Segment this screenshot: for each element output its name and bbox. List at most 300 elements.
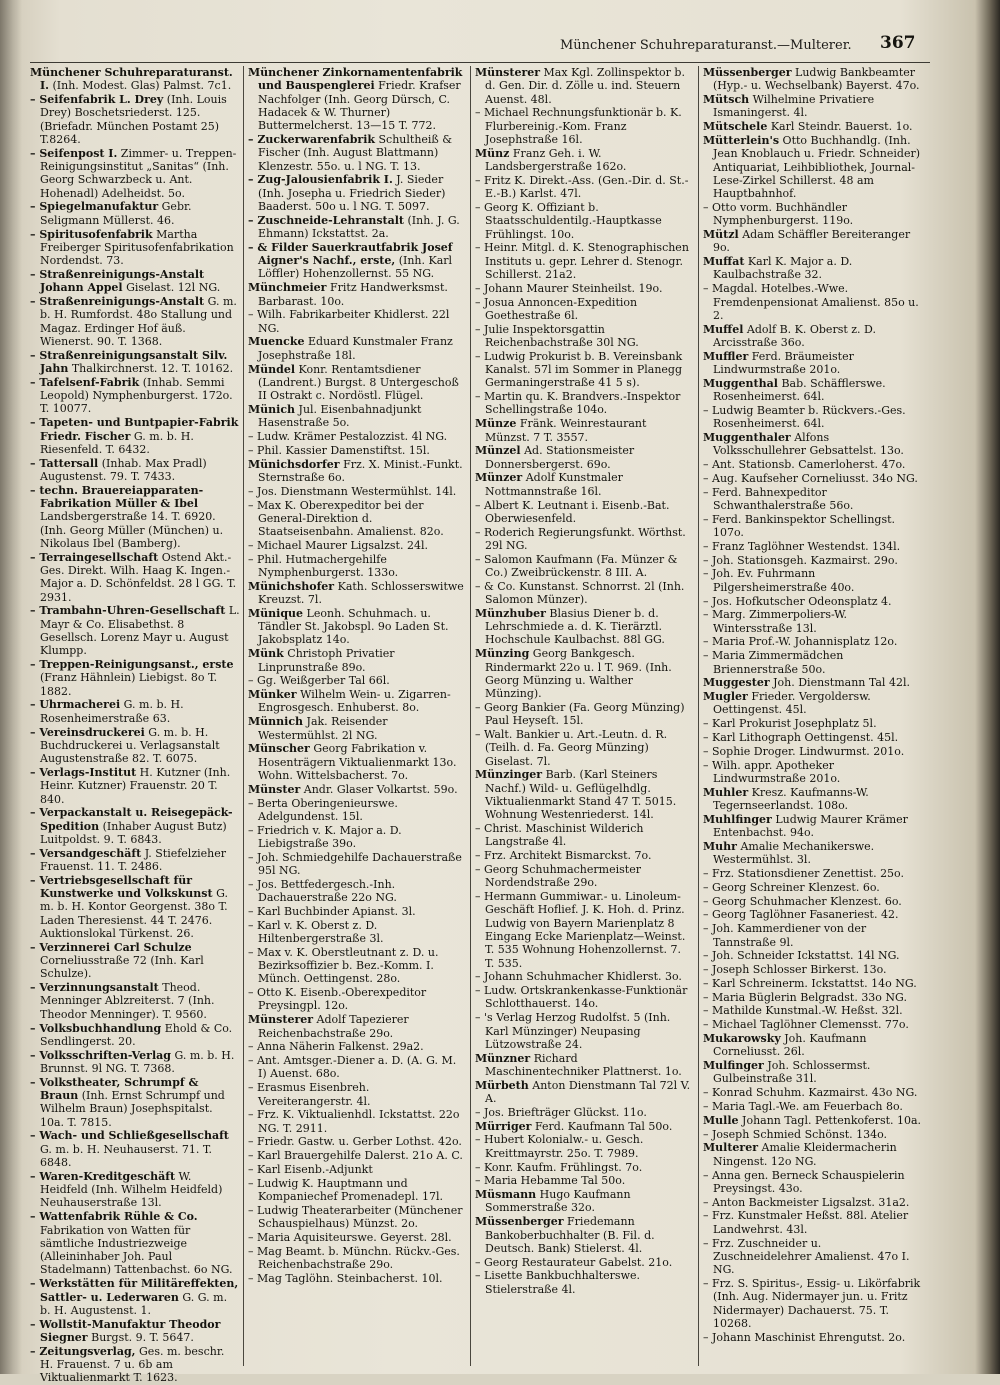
directory-entry bbox=[475, 984, 693, 1011]
directory-entry bbox=[475, 728, 693, 768]
entry-details: – Roderich Regierungsfunkt. Wörthst. 29l NG. bbox=[475, 525, 686, 552]
entry-details: Joh. Dienstmann Tal 42l. bbox=[773, 676, 910, 690]
entry-details: – Georg Bankier (Fa. Georg Münzing) Paul Heyseſt. 15l. bbox=[475, 700, 685, 728]
directory-entry bbox=[30, 457, 240, 484]
column-divider bbox=[470, 66, 471, 1366]
directory-entry bbox=[248, 1231, 466, 1244]
directory-entry bbox=[30, 874, 240, 940]
entry-details: – Marg. Zimmerpoliers-W. Wintersstraße 13l. bbox=[703, 608, 848, 635]
directory-entry bbox=[703, 554, 923, 567]
entry-details: Jak. Reisender Westermühlst. 2l NG. bbox=[258, 715, 388, 742]
directory-entry bbox=[703, 1128, 923, 1141]
entry-details: – Ferd. Bahnexpeditor Schwanthalerstraße 56o. bbox=[703, 485, 854, 512]
page-gutter-shadow bbox=[0, 0, 22, 1374]
directory-entry bbox=[703, 255, 923, 282]
entry-name: Mugler bbox=[703, 690, 748, 704]
directory-entry bbox=[475, 970, 693, 983]
entry-details: Thalkirchnerst. 12. T. 10162. bbox=[71, 362, 234, 376]
entry-name: Münich bbox=[248, 402, 296, 416]
entry-details: – & Co. Kunstanst. Schnorrst. 2l (Inh. Salomon Münzer). bbox=[475, 579, 685, 607]
header-rule bbox=[30, 62, 930, 63]
directory-entry bbox=[703, 93, 923, 120]
directory-entry bbox=[703, 431, 923, 458]
entry-name: Münker bbox=[248, 688, 297, 702]
entry-name: Mündel bbox=[248, 362, 296, 376]
directory-entry bbox=[703, 922, 923, 949]
entry-name: Muhr bbox=[703, 839, 737, 853]
directory-entry bbox=[248, 430, 466, 443]
directory-entry bbox=[248, 1013, 466, 1040]
entry-name: Münzhuber bbox=[475, 606, 546, 620]
entry-details: Landsbergerstraße 14. T. 6920. (Inh. Georg Müller (München) u. Nikolaus Ibel (Bamberg). bbox=[40, 510, 224, 550]
directory-entry bbox=[475, 890, 693, 970]
entry-name: Muggenthaler bbox=[703, 431, 791, 445]
entry-name: – Verzinnerei Carl Schulze bbox=[30, 940, 192, 954]
entry-details: Jul. Eisenbahnadjunkt Hasenstraße 5o. bbox=[258, 402, 422, 430]
directory-entry bbox=[248, 946, 466, 986]
entry-name: Münz bbox=[475, 146, 510, 160]
entry-name: Münk bbox=[248, 647, 284, 661]
entry-details: – Karl Eisenb.-Adjunkt bbox=[248, 1163, 373, 1177]
entry-details: – Fritz K. Direkt.-Ass. (Gen.-Dir. d. St.-E.-B.) Karlst. 47l. bbox=[475, 173, 689, 201]
entry-details: – Max v. K. Oberstleutnant z. D. u. Bezirksoffizier b. Bez.-Komm. I. Münch. Oettingenst. 28o. bbox=[248, 945, 439, 986]
directory-entry bbox=[703, 977, 923, 990]
entry-name: – Wattenfabrik Rühle & Co. bbox=[30, 1210, 198, 1224]
entry-details: – Mag Taglöhn. Steinbacherst. 10l. bbox=[248, 1271, 443, 1285]
entry-details: Schultheiß & Fischer (Inh. August Blattmann) Klenzestr. 55o. u. l NG. T. 13. bbox=[258, 132, 453, 173]
entry-details: Wilhelm Wein- u. Zigarren-Engrosgesch. Enhuberst. 8o. bbox=[258, 688, 451, 715]
entry-details: – Karl Lithograph Oettingenst. 45l. bbox=[703, 731, 899, 745]
entry-details: – Salomon Kaufmann (Fa. Münzer & Co.) Zweibrückenstr. 8 III. A. bbox=[475, 552, 678, 579]
directory-entry bbox=[703, 66, 923, 93]
entry-details: Zimmer- u. Treppen-Reinigungsinstitut „Sanitas“ (Inh. Georg Schwarzbeck u. Ant. Hohenadl) Adelheidst. 5o. bbox=[40, 146, 237, 200]
directory-entry bbox=[248, 1177, 466, 1204]
entry-details: – Georg Schreiner Klenzest. 6o. bbox=[703, 880, 880, 894]
directory-entry bbox=[475, 607, 693, 647]
directory-entry bbox=[248, 539, 466, 552]
entry-details: Ehold & Co. Sendlingerst. 20. bbox=[40, 1021, 233, 1048]
entry-details: – Karl Brauergehilfe Dalerst. 21o A. C. bbox=[248, 1149, 463, 1163]
entry-details: Frieder. Vergoldersw. Oettingenst. 45l. bbox=[713, 690, 871, 717]
entry-details: Wilhelmine Privatiere Ismaningerst. 4l. bbox=[713, 93, 875, 120]
directory-entry bbox=[248, 499, 466, 539]
entry-name: – Vereinsdruckerei bbox=[30, 725, 145, 739]
entry-details: – Otto vorm. Buchhändler Nymphenburgerst. 119o. bbox=[703, 200, 854, 228]
entry-details: – Friedrich v. K. Major a. D. Liebigstraße 39o. bbox=[248, 823, 402, 850]
entry-details: (Inhab. Max Pradl) Augustenst. 79. T. 7433. bbox=[40, 456, 207, 483]
entry-details: Georg Fabrikation v. Hosenträgern Viktualienmarkt 13o. Wohn. Wittelsbacherst. 7o. bbox=[258, 742, 457, 782]
entry-name: Münichsdorfer bbox=[248, 457, 340, 471]
entry-details: Adolf B. K. Oberst z. D. Arcisstraße 36o. bbox=[713, 322, 876, 349]
directory-entry bbox=[703, 540, 923, 553]
directory-entry bbox=[30, 295, 240, 348]
directory-entry bbox=[475, 580, 693, 607]
directory-entry bbox=[475, 201, 693, 241]
entry-details: Ges. m. beschr. H. Frauenst. 7 u. 6b am Viktualienmarkt T. 1623. bbox=[40, 1344, 225, 1385]
entry-name: Mulfinger bbox=[703, 1059, 764, 1073]
entry-details: – Konrad Schuhm. Kazmairst. 43o NG. bbox=[703, 1086, 918, 1100]
directory-entry bbox=[475, 471, 693, 498]
directory-entry bbox=[30, 1345, 240, 1385]
directory-entry bbox=[248, 173, 466, 213]
entry-details: – Ludwig K. Hauptmann und Kompaniechef Promenadepl. 17l. bbox=[248, 1176, 443, 1204]
entry-details: – Konr. Kaufm. Frühlingst. 7o. bbox=[475, 1160, 643, 1174]
directory-entry bbox=[248, 715, 466, 742]
directory-entry bbox=[703, 840, 923, 867]
entry-details: Martha Freiberger Spiritusofenfabrikation Nordendst. 73. bbox=[40, 227, 234, 268]
entry-details: – Phil. Kassier Damenstiftst. 15l. bbox=[248, 443, 430, 457]
directory-entry bbox=[475, 822, 693, 849]
directory-entry bbox=[248, 553, 466, 580]
directory-entry bbox=[30, 228, 240, 268]
directory-entry bbox=[475, 1174, 693, 1187]
entry-details: – Albert K. Leutnant i. Eisenb.-Bat. Oberwiesenfeld. bbox=[475, 498, 670, 525]
directory-entry bbox=[475, 174, 693, 201]
directory-entry bbox=[30, 93, 240, 146]
entry-details: Christoph Privatier Linprunstraße 89o. bbox=[258, 647, 395, 674]
entry-details: – Jos. Dienstmann Westermühlst. 14l. bbox=[248, 484, 457, 498]
entry-details: H. Kutzner (Inh. Heinr. Kutzner) Frauenstr. 20 T. 840. bbox=[40, 765, 231, 806]
entry-name: Muencke bbox=[248, 335, 305, 349]
entry-details: J. Stiefelzieher Frauenst. 11. T. 2486. bbox=[40, 846, 226, 874]
directory-entry bbox=[30, 376, 240, 416]
entry-name: – Volksschriften-Verlag bbox=[30, 1048, 171, 1062]
directory-entry bbox=[703, 1059, 923, 1086]
entry-name: Müssenberger bbox=[703, 66, 792, 79]
entry-details: – Frz. Zuschneider u. Zuschneidelehrer Amalienst. 47o I. NG. bbox=[703, 1236, 910, 1277]
entry-name: Münzner bbox=[475, 1051, 531, 1065]
entry-details: Corneliusstraße 72 (Inh. Karl Schulze). bbox=[40, 954, 204, 981]
entry-details: Amalie Kleidermacherin Ningenst. 12o NG. bbox=[713, 1141, 897, 1168]
entry-details: – Frz. Stationsdiener Zenettist. 25o. bbox=[703, 867, 904, 881]
directory-entry bbox=[30, 698, 240, 725]
entry-details: Leonh. Schuhmach. u. Tändler St. Jakobspl. 9o Laden St. Jakobsplatz 14o. bbox=[258, 606, 449, 647]
entry-name: – Werkstätten für Militäreffekten, Sattler- u. Lederwaren bbox=[30, 1277, 239, 1304]
entry-details: – Ludwig Prokurist b. B. Vereinsbank Kanalst. 57l im Sommer in Planegg Germaningerstraße 41 5 s). bbox=[475, 349, 683, 390]
entry-details: G. m. b. H. Riesenfeld. T. 6432. bbox=[40, 429, 194, 456]
directory-entry bbox=[30, 766, 240, 806]
entry-details: – Johann Maurer Steinheilst. 19o. bbox=[475, 281, 663, 295]
entry-details: Friedemann Bankoberbuchhalter (B. Fil. d. Deutsch. Bank) Stielerst. 4l. bbox=[485, 1215, 655, 1255]
entry-details: – Frz. Architekt Bismarckst. 7o. bbox=[475, 849, 652, 863]
column-2 bbox=[248, 66, 466, 1366]
directory-entry bbox=[248, 783, 466, 796]
directory-entry bbox=[475, 1215, 693, 1255]
entry-details: Friedr. Krafser Nachfolger (Inh. Georg Dürsch, C. Hadacek & W. Thurner) Buttermelcherst. 13—15 T. 772. bbox=[258, 79, 461, 133]
directory-entry bbox=[703, 1004, 923, 1017]
entry-details: Georg Bankgesch. Rindermarkt 22o u. l T. 969. (Inh. Georg Münzing u. Walther Münzing). bbox=[485, 647, 672, 701]
directory-entry bbox=[30, 484, 240, 550]
entry-name: – Uhrmacherei bbox=[30, 698, 121, 712]
entry-details: – Franz Taglöhner Westendst. 134l. bbox=[703, 539, 901, 553]
directory-entry bbox=[703, 867, 923, 880]
entry-name: Münchener Zinkornamentenfabrik und Bauspenglerei bbox=[248, 66, 463, 93]
directory-entry bbox=[703, 350, 923, 377]
entry-name: Münze bbox=[475, 417, 517, 431]
entry-name: – Seifenpost I. bbox=[30, 146, 118, 160]
directory-entry bbox=[30, 1318, 240, 1345]
column-divider bbox=[243, 66, 244, 1366]
directory-entry bbox=[703, 786, 923, 813]
entry-details: Bab. Schäfflerswe. Rosenheimerst. 64l. bbox=[713, 376, 886, 404]
entry-details: – Friedr. Gastw. u. Gerber Lothst. 42o. bbox=[248, 1135, 462, 1149]
directory-entry bbox=[30, 604, 240, 657]
entry-details: G. m. b. H. Kontor Georgenst. 38o T. Laden Theresienst. 44 T. 2476. Auktionslokal Türkenst. 26. bbox=[40, 887, 228, 940]
directory-entry bbox=[30, 658, 240, 698]
entry-details: – Berta Oberingenieurswe. Adelgundenst. 15l. bbox=[248, 796, 398, 823]
entry-details: Anton Dienstmann Tal 72l V. A. bbox=[485, 1078, 691, 1106]
entry-name: – Spiegelmanufaktur bbox=[30, 200, 159, 214]
entry-name: – Verzinnungsanstalt bbox=[30, 981, 159, 995]
directory-entry bbox=[30, 806, 240, 846]
entry-name: – Zeitungsverlag, bbox=[30, 1344, 136, 1358]
entry-details: Ad. Stationsmeister Donnersbergerst. 69o. bbox=[485, 444, 635, 471]
directory-entry bbox=[703, 649, 923, 676]
entry-details: – Lisette Bankbuchhalterswe. Stielerstraße 4l. bbox=[475, 1269, 640, 1296]
entry-details: Fritz Handwerksmst. Barbarast. 10o. bbox=[258, 281, 448, 308]
entry-details: Theod. Menninger Ablzreiterst. 7 (Inh. Theodor Menninger). T. 9560. bbox=[40, 981, 215, 1021]
directory-entry bbox=[248, 1204, 466, 1231]
entry-details: – Hubert Kolonialw.- u. Gesch. Kreittmayrstr. 25o. T. 7989. bbox=[475, 1133, 644, 1160]
entry-details: – Walt. Bankier u. Art.-Leutn. d. R. (Teilh. d. Fa. Georg Münzing) Giselast. 7l. bbox=[475, 728, 668, 768]
entry-name: – Straßenreinigungsanstalt Silv. Jahn bbox=[30, 348, 228, 376]
entry-details: – Johann Schuhmacher Khidlerst. 3o. bbox=[475, 970, 682, 984]
directory-entry bbox=[703, 1277, 923, 1330]
entry-details: – Phil. Hutmachergehilfe Nymphenburgerst. 133o. bbox=[248, 552, 399, 579]
directory-entry bbox=[703, 608, 923, 635]
entry-details: (Inhab. Semmi Leopold) Nymphenburgerst. 172o. T. 10077. bbox=[40, 375, 233, 416]
entry-name: – Tattersall bbox=[30, 456, 99, 470]
directory-entry bbox=[30, 268, 240, 295]
directory-entry bbox=[703, 1141, 923, 1168]
entry-details: – Mathilde Kunstmal.-W. Heßst. 32l. bbox=[703, 1004, 903, 1018]
entry-name: – Verpackanstalt u. Reisegepäck-Spedition bbox=[30, 806, 233, 833]
directory-entry bbox=[703, 813, 923, 840]
entry-details: – Julie Inspektorsgattin Reichenbachstraße 30l NG. bbox=[475, 322, 639, 349]
directory-entry bbox=[30, 1277, 240, 1317]
entry-details: Richard Maschinentechniker Plattnerst. 1o. bbox=[485, 1051, 682, 1078]
entry-name: – & Filder Sauerkrautfabrik Josef Aigner's Nachf., erste, bbox=[248, 240, 453, 268]
entry-details: – Anton Backmeister Ligsalzst. 31a2. bbox=[703, 1195, 910, 1209]
directory-entry bbox=[703, 1114, 923, 1127]
running-head: Münchener Schuhreparaturanst.—Multerer. bbox=[560, 38, 852, 53]
entry-details: – Joh. Ev. Fuhrmann Pilgersheimerstraße 40o. bbox=[703, 567, 855, 594]
entry-name: – Verlags-Institut bbox=[30, 765, 137, 779]
directory-entry bbox=[248, 905, 466, 918]
directory-entry bbox=[248, 647, 466, 674]
directory-entry bbox=[703, 963, 923, 976]
directory-entry bbox=[475, 66, 693, 106]
entry-name: Münscher bbox=[248, 742, 310, 756]
column-4 bbox=[703, 66, 923, 1366]
entry-name: – Tafelsenf-Fabrik bbox=[30, 375, 140, 389]
directory-entry bbox=[703, 717, 923, 730]
entry-details: (Inh. Louis Drey) Boschetsriederst. 125. (Briefadr. München Postamt 25) T.8264. bbox=[40, 93, 227, 146]
entry-name: – Trambahn-Uhren-Gesellschaft bbox=[30, 604, 226, 618]
entry-details: G. m. b. H. Rosenheimerstraße 63. bbox=[40, 698, 184, 725]
entry-details: G. m. b. H. Rumfordst. 48o Stallung und Magaz. Erdinger Hof äuß. Wienerst. 90. T. 1368. bbox=[40, 295, 237, 348]
entry-details: Franz Geh. i. W. Landsbergerstraße 162o. bbox=[485, 146, 627, 174]
entry-details: – Georg Taglöhner Fasaneriest. 42. bbox=[703, 908, 899, 922]
entry-details: – Anna Näherin Falkenst. 29a2. bbox=[248, 1040, 424, 1054]
entry-name: – Straßenreinigungs-Anstalt bbox=[30, 295, 205, 309]
directory-entry bbox=[703, 377, 923, 404]
directory-entry bbox=[30, 1170, 240, 1210]
entry-name: Münzel bbox=[475, 444, 521, 458]
directory-entry bbox=[703, 1018, 923, 1031]
entry-details: Burgst. 9. T. 5647. bbox=[91, 1330, 194, 1344]
entry-name: Multerer bbox=[703, 1141, 759, 1155]
directory-entry bbox=[248, 1163, 466, 1176]
entry-details: – Michael Taglöhner Clemensst. 77o. bbox=[703, 1018, 909, 1032]
entry-details: (Franz Hähnlein) Liebigst. 8o T. 1882. bbox=[40, 671, 218, 698]
directory-entry bbox=[475, 499, 693, 526]
entry-details: – Gg. Weißgerber Tal 66l. bbox=[248, 674, 390, 688]
entry-details: G. G. m. b. H. Augustenst. 1. bbox=[40, 1290, 228, 1317]
entry-name: Münchener Schuhreparaturanst. I. bbox=[30, 66, 233, 93]
directory-entry bbox=[475, 647, 693, 700]
directory-entry bbox=[703, 595, 923, 608]
entry-details: Ferd. Kaufmann Tal 50o. bbox=[534, 1119, 673, 1133]
directory-entry bbox=[248, 797, 466, 824]
entry-name: – Vertriebsgesellschaft für Kunstwerke und Volkskunst bbox=[30, 873, 213, 901]
entry-name: Münzing bbox=[475, 647, 530, 661]
entry-name: – Terraingesellschaft bbox=[30, 550, 159, 564]
entry-details: – Georg Schuhmacher Klenzest. 6o. bbox=[703, 894, 902, 908]
directory-entry bbox=[703, 472, 923, 485]
entry-details: – Anna gen. Berneck Schauspielerin Preysingst. 43o. bbox=[703, 1168, 905, 1195]
directory-entry bbox=[248, 1149, 466, 1162]
directory-entry bbox=[703, 635, 923, 648]
entry-name: Muffel bbox=[703, 322, 744, 336]
entry-details: – Aug. Kaufseher Corneliusst. 34o NG. bbox=[703, 471, 918, 485]
entry-details: – Georg Schuhmachermeister Nordendstraße 29o. bbox=[475, 863, 641, 890]
directory-entry bbox=[703, 1100, 923, 1113]
entry-details: – Michael Maurer Ligsalzst. 24l. bbox=[248, 538, 428, 552]
entry-details: Giselast. 12l NG. bbox=[126, 281, 221, 295]
directory-entry bbox=[703, 228, 923, 255]
directory-entry bbox=[703, 991, 923, 1004]
entry-details: – Ludwig Beamter b. Rückvers.-Ges. Rosenheimerst. 64l. bbox=[703, 403, 906, 431]
directory-entry bbox=[30, 726, 240, 766]
entry-details: – Ludw. Krämer Pestalozzist. 4l NG. bbox=[248, 430, 448, 444]
entry-name: – Spiritusofenfabrik bbox=[30, 227, 153, 241]
directory-entry bbox=[703, 731, 923, 744]
entry-details: Kresz. Kaufmanns-W. Tegernseerlandst. 108o. bbox=[713, 785, 869, 813]
directory-entry bbox=[475, 147, 693, 174]
directory-entry bbox=[248, 580, 466, 607]
entry-details: Alfons Volksschullehrer Gebsattelst. 13o. bbox=[713, 431, 904, 458]
entry-details: – Frz. K. Viktualienhdl. Ickstattst. 22o NG. T. 2911. bbox=[248, 1108, 460, 1135]
entry-details: – Georg K. Offiziant b. Staatsschuldentilg.-Hauptkasse Frühlingst. 10o. bbox=[475, 200, 662, 241]
entry-details: – Erasmus Eisenbreh. Vereiterangerstr. 4l. bbox=[248, 1081, 371, 1108]
column-divider bbox=[698, 66, 699, 1366]
directory-entry bbox=[248, 674, 466, 687]
entry-name: Münsterer bbox=[475, 66, 541, 79]
directory-entry bbox=[248, 607, 466, 647]
directory-entry bbox=[30, 1049, 240, 1076]
directory-entry bbox=[30, 200, 240, 227]
directory-entry bbox=[248, 986, 466, 1013]
directory-entry bbox=[703, 949, 923, 962]
entry-details: Joh. Schlossermst. Gulbeinstraße 31l. bbox=[713, 1059, 871, 1086]
directory-entry bbox=[703, 1196, 923, 1209]
entry-name: – Volkstheater, Schrumpf & Braun bbox=[30, 1075, 199, 1103]
entry-details: – Joh. Kammerdiener von der Tannstraße 9l. bbox=[703, 922, 867, 949]
directory-entry bbox=[703, 690, 923, 717]
entry-details: – Maria Tagl.-We. am Feuerbach 8o. bbox=[703, 1100, 903, 1114]
entry-details: – Michael Rechnungsfunktionär b. K. Flurbereinig.-Kom. Franz Josephstraße 16l. bbox=[475, 106, 682, 146]
directory-entry bbox=[248, 1135, 466, 1148]
entry-name: Münichshofer bbox=[248, 579, 335, 593]
entry-details: Johann Tagl. Pettenkoferst. 10a. bbox=[742, 1113, 922, 1127]
entry-details: – Ludwig Theaterarbeiter (Münchener Schauspielhaus) Münzst. 2o. bbox=[248, 1203, 463, 1231]
entry-name: Münster bbox=[248, 782, 301, 796]
directory-entry bbox=[475, 390, 693, 417]
entry-details: (Inh. Ernst Schrumpf und Wilhelm Braun) Josephspitalst. 10a. T. 7815. bbox=[40, 1089, 225, 1129]
entry-details: J. Sieder (Inh. Josepha u. Friedrich Sieder) Baaderst. 50o u. l NG. T. 5097. bbox=[258, 173, 446, 213]
entry-name: Münnich bbox=[248, 715, 304, 729]
directory-entry bbox=[248, 241, 466, 281]
entry-name: Mukarowsky bbox=[703, 1032, 781, 1046]
entry-name: Münchmeier bbox=[248, 281, 327, 295]
entry-details: – Mag Beamt. b. Münchn. Rückv.-Ges. Reichenbachstraße 29o. bbox=[248, 1244, 460, 1272]
entry-details: Andr. Glaser Volkartst. 59o. bbox=[303, 782, 458, 796]
directory-entry bbox=[248, 851, 466, 878]
directory-entry bbox=[475, 849, 693, 862]
entry-name: – Tapeten- und Buntpapier-Fabrik Friedr. Fischer bbox=[30, 416, 239, 443]
directory-entry bbox=[248, 1108, 466, 1135]
directory-entry bbox=[475, 1106, 693, 1119]
directory-entry bbox=[475, 701, 693, 728]
entry-details: W. Heidfeld (Inh. Wilhelm Heidfeld) Neuhauserstraße 13l. bbox=[40, 1169, 223, 1210]
entry-name: – Zuschneide-Lehranstalt bbox=[248, 213, 404, 227]
directory-entry bbox=[475, 296, 693, 323]
entry-details: Frz. X. Minist.-Funkt. Sternstraße 6o. bbox=[258, 457, 463, 484]
entry-name: – Straßenreinigungs-Anstalt Johann Appel bbox=[30, 267, 205, 295]
entry-name: Münzer bbox=[475, 471, 523, 485]
entry-name: – Volksbuchhandlung bbox=[30, 1021, 162, 1035]
directory-entry bbox=[248, 1245, 466, 1272]
entry-name: – Treppen-Reinigungsanst., erste bbox=[30, 658, 234, 672]
directory-entry bbox=[30, 551, 240, 604]
directory-entry bbox=[248, 485, 466, 498]
entry-name: Muggester bbox=[703, 676, 770, 690]
directory-entry bbox=[475, 1161, 693, 1174]
entry-details: – Wilh. Fabrikarbeiter Khidlerst. 22l NG. bbox=[248, 308, 450, 335]
entry-details: – Heinr. Mitgl. d. K. Stenographischen Instituts u. gepr. Lehrer d. Stenogr. Schillerst. 21a2. bbox=[475, 241, 689, 281]
directory-entry bbox=[248, 66, 466, 132]
directory-entry bbox=[475, 282, 693, 295]
entry-details: – Joh. Schmiedgehilfe Dachauerstraße 95l NG. bbox=[248, 850, 462, 878]
directory-entry bbox=[703, 895, 923, 908]
directory-entry bbox=[703, 513, 923, 540]
entry-details: – Jos. Briefträger Glückst. 11o. bbox=[475, 1105, 647, 1119]
entry-details: Ludwig Bankbeamter (Hyp.- u. Wechselbank) Bayerst. 47o. bbox=[713, 66, 920, 93]
entry-details: – Ferd. Bankinspektor Schellingst. 107o. bbox=[703, 512, 896, 540]
entry-details: Blasius Diener b. d. Lehrschmiede a. d. K. Tierärztl. Hochschule Kaulbachst. 88l GG. bbox=[485, 606, 665, 647]
directory-entry bbox=[703, 282, 923, 322]
directory-entry bbox=[248, 335, 466, 362]
directory-entry bbox=[703, 1032, 923, 1059]
directory-entry bbox=[248, 919, 466, 946]
directory-entry bbox=[30, 416, 240, 456]
entry-details: – Johann Maschinist Ehrengutst. 2o. bbox=[703, 1330, 906, 1344]
directory-entry bbox=[475, 1079, 693, 1106]
entry-details: Kath. Schlosserswitwe Kreuzst. 7l. bbox=[258, 579, 464, 607]
entry-name: Mütsch bbox=[703, 93, 750, 107]
directory-entry bbox=[30, 147, 240, 200]
